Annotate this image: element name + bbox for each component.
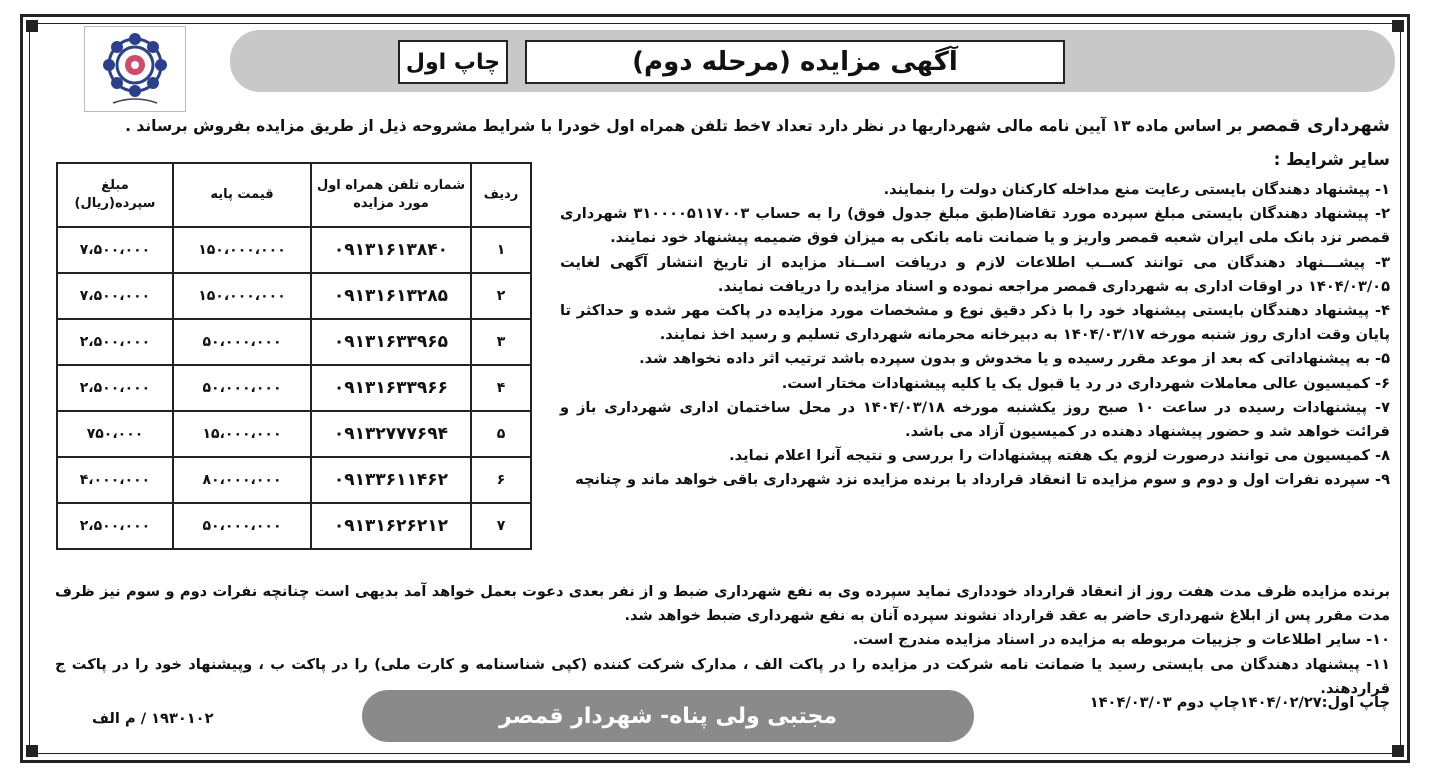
cell-price: ۱۵۰،۰۰۰،۰۰۰	[173, 227, 311, 273]
cell-deposit: ۲،۵۰۰،۰۰۰	[57, 503, 173, 549]
cell-row-number: ۳	[471, 319, 531, 365]
conditions-title: سایر شرایط :	[1273, 150, 1390, 170]
reference-number: ۱۹۳۰۱۰۲ / م الف	[92, 710, 214, 727]
cell-deposit: ۷۵۰،۰۰۰	[57, 411, 173, 457]
condition-item: ۷- پیشنهادات رسیده در ساعت ۱۰ صبح روز یکشنبه مورخه ۱۴۰۴/۰۳/۱۸ در محل ساختمان اداری شهرداری باز و قرائت خواهد شد و حضور پیشنهاد دهنده در کمیسیون آزاد می باشد.	[560, 398, 1390, 441]
cell-price: ۱۵،۰۰۰،۰۰۰	[173, 411, 311, 457]
corner-ornament	[1392, 745, 1404, 757]
cell-deposit: ۲،۵۰۰،۰۰۰	[57, 365, 173, 411]
condition-item: ۴- پیشنهاد دهندگان بایستی پیشنهاد خود را با ذکر دقیق نوع و مشخصات مورد مزایده در پاکت مهر شده و حداکثر تا پایان وقت اداری روز شنبه مورخه ۱۴۰۴/۰۳/۱۷ به دبیرخانه محرمانه شهرداری تسلیم و رسید اخذ نمایند.	[560, 302, 1390, 344]
municipality-logo	[84, 26, 186, 112]
cell-phone: ۰۹۱۳۱۶۲۶۲۱۲	[311, 503, 471, 549]
header-deposit: مبلغ سپرده(ریال)	[57, 163, 173, 227]
print-dates: چاپ اول:۱۴۰۴/۰۲/۲۷چاپ دوم ۱۴۰۴/۰۳/۰۳	[1089, 694, 1390, 711]
cell-price: ۵۰،۰۰۰،۰۰۰	[173, 319, 311, 365]
condition-item: ۸- کمیسیون می توانند درصورت لزوم یک هفته پیشنهادات را بررسی و نتیجه آنرا اعلام نماید.	[729, 447, 1390, 465]
print-label: چاپ اول	[398, 40, 508, 84]
cell-row-number: ۴	[471, 365, 531, 411]
intro-text: بر اساس ماده ۱۳ آیین نامه مالی شهرداریها در نظر دارد تعداد ۷خط تلفن همراه اول خودرا با شرایط مشروحه ذیل از طریق مزایده بفروش برساند .	[125, 117, 1248, 135]
cell-phone: ۰۹۱۳۱۶۳۳۹۶۶	[311, 365, 471, 411]
cell-price: ۱۵۰،۰۰۰،۰۰۰	[173, 273, 311, 319]
cell-row-number: ۷	[471, 503, 531, 549]
ad-title: آگهی مزایده (مرحله دوم)	[525, 40, 1065, 84]
corner-ornament	[26, 745, 38, 757]
table-row	[57, 319, 531, 365]
cell-price: ۵۰،۰۰۰،۰۰۰	[173, 503, 311, 549]
condition-item: ۱۰- سایر اطلاعات و جزییات مربوطه به مزایده در اسناد مزایده مندرج است.	[852, 631, 1390, 649]
cell-deposit: ۷،۵۰۰،۰۰۰	[57, 227, 173, 273]
cell-price: ۸۰،۰۰۰،۰۰۰	[173, 457, 311, 503]
cell-phone: ۰۹۱۳۲۷۷۷۶۹۴	[311, 411, 471, 457]
header-row-number: ردیف	[471, 163, 531, 227]
header-phone-number: شماره تلفن همراه اول مورد مزایده	[311, 163, 471, 227]
table-row	[57, 273, 531, 319]
condition-item: ۹- سپرده نفرات اول و دوم و سوم مزایده تا انعقاد قرارداد با برنده مزایده نزد شهرداری باقی خواهد ماند و چنانچه	[575, 471, 1390, 489]
condition-item: برنده مزایده ظرف مدت هفت روز از انعقاد قرارداد خودداری نماید سپرده وی به نفع شهرداری ضبط و از نفر بعدی دعوت بعمل خواهد آمد بدیهی است چنانچه نفرات دوم و سوم نیز ظرف مدت مقرر پس از ابلاغ شهرداری حاضر به عقد قرارداد نشوند سپرده آنان به نفع شهرداری ضبط خواهد شد.	[55, 583, 1390, 625]
condition-item: ۳- پیشـــنهاد دهندگان می توانند کســب اطلاعات لازم و دریافت اســناد مزایده از تاریخ انتشار آگهی لغایت ۱۴۰۴/۰۳/۰۵ در اوقات اداری به شهرداری قمصر مراجعه نموده و اسناد مزایده را دریافت نمایند.	[560, 253, 1390, 295]
condition-item: ۱۱- پیشنهاد دهندگان می بایستی رسید یا ضمانت نامه شرکت در مزایده را در پاکت الف ، مدارک شرکت کننده (کپی شناسنامه و کارت ملی) را در پاکت ب ، وپیشنهاد خود را در پاکت ج قراردهند.	[55, 655, 1390, 697]
header-base-price: قیمت پایه	[173, 163, 311, 227]
condition-item: ۲- پیشنهاد دهندگان بایستی مبلغ سپرده مورد تقاضا(طبق مبلغ جدول فوق) را به حساب ۳۱۰۰۰۰۵۱۱۷۰۰۳ شهرداری قمصر نزد بانک ملی ایران شعبه قمصر واریز و یا ضمانت نامه بانکی به میزان فوق ضمیمه پیشنهاد خود نمایند.	[560, 205, 1390, 247]
condition-item: ۵- به پیشنهاداتی که بعد از موعد مقرر رسیده و یا مخدوش و بدون سپرده باشد ترتیب اثر داده نخواهد شد.	[639, 350, 1390, 368]
signature-bar	[362, 690, 974, 742]
cell-row-number: ۲	[471, 273, 531, 319]
cell-phone: ۰۹۱۳۳۶۱۱۴۶۲	[311, 457, 471, 503]
table-row	[57, 503, 531, 549]
cell-phone: ۰۹۱۳۱۶۱۳۸۴۰	[311, 227, 471, 273]
table-header-row	[57, 163, 531, 227]
table-row	[57, 227, 531, 273]
table-row	[57, 411, 531, 457]
cell-deposit: ۴،۰۰۰،۰۰۰	[57, 457, 173, 503]
cell-row-number: ۶	[471, 457, 531, 503]
cell-phone: ۰۹۱۳۱۶۳۳۹۶۵	[311, 319, 471, 365]
condition-item: ۶- کمیسیون عالی معاملات شهرداری در رد یا قبول یک یا کلیه پیشنهادات مختار است.	[781, 374, 1390, 392]
cell-price: ۵۰،۰۰۰،۰۰۰	[173, 365, 311, 411]
cell-row-number: ۱	[471, 227, 531, 273]
cell-row-number: ۵	[471, 411, 531, 457]
conditions-list	[560, 178, 1390, 493]
intro-paragraph	[60, 114, 1390, 138]
conditions-continued	[55, 580, 1390, 701]
condition-item: ۱- پیشنهاد دهندگان بایستی رعایت منع مداخله کارکنان دولت را بنمایند.	[883, 181, 1390, 198]
cell-phone: ۰۹۱۳۱۶۱۳۲۸۵	[311, 273, 471, 319]
signature: مجتبی ولی پناه- شهردار قمصر	[499, 703, 838, 729]
corner-ornament	[26, 20, 38, 32]
cell-deposit: ۲،۵۰۰،۰۰۰	[57, 319, 173, 365]
table-row	[57, 365, 531, 411]
corner-ornament	[1392, 20, 1404, 32]
phone-lines-table	[56, 162, 532, 550]
table-row	[57, 457, 531, 503]
org-name: شهرداری قمصر	[1247, 115, 1390, 136]
cell-deposit: ۷،۵۰۰،۰۰۰	[57, 273, 173, 319]
